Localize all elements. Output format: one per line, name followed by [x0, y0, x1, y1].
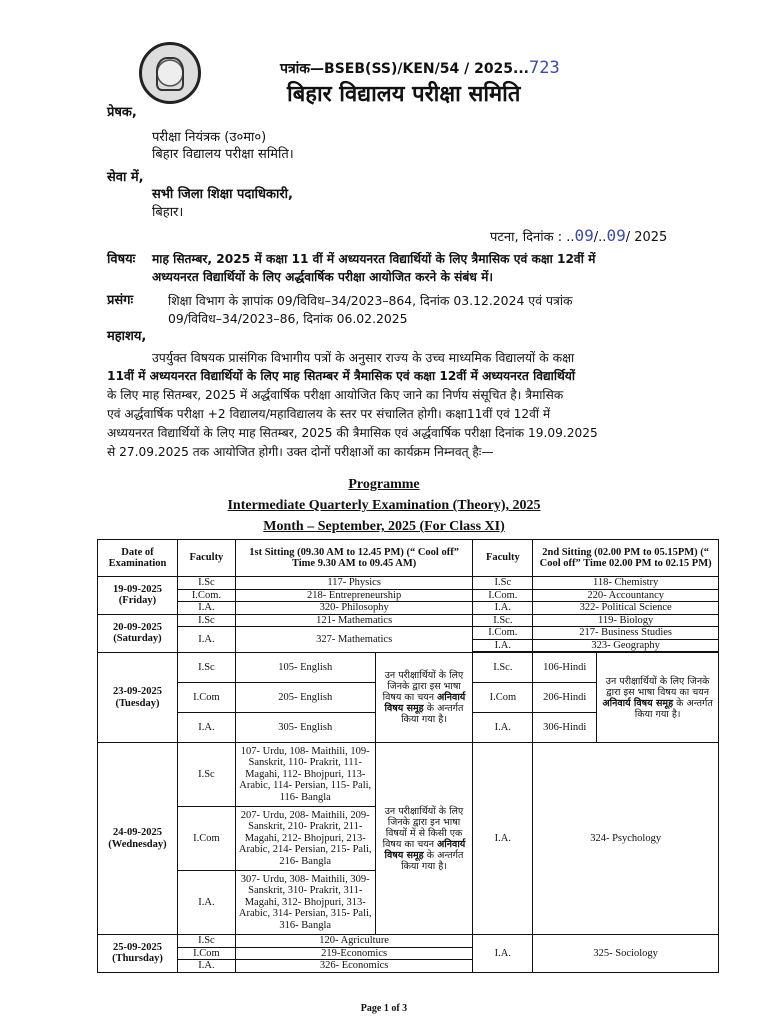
faculty-cell: I.A.	[473, 639, 533, 652]
reference-line-2: 09/विविध–34/2023–86, दिनांक 06.02.2025	[168, 311, 408, 326]
reference-line-1: शिक्षा विभाग के ज्ञापांक 09/विविध–34/2023–864, दिनांक 03.12.2024 एवं पत्रांक	[168, 293, 573, 308]
subject-cell: 325- Sociology	[533, 935, 719, 973]
subject-cell: 107- Urdu, 108- Maithili, 109- Sanskrit, 110- Prakrit, 111- Magahi, 112- Bhojpuri, 113- Arabic, 114- Persian, 115- Pali, 116- Bangla	[235, 743, 375, 807]
subject-cell: 118- Chemistry	[533, 577, 719, 590]
sender-label: प्रेषक,	[107, 105, 137, 120]
body-line-4: एवं अर्द्धवार्षिक परीक्षा +2 विद्यालय/महाविद्यालय के स्तर पर संचालित होगी। कक्षा11वीं एवं 12वीं में	[107, 407, 551, 421]
faculty-cell: I.A.	[473, 743, 533, 935]
table-header-row	[98, 540, 719, 577]
faculty-cell: I.Com	[177, 807, 235, 871]
letter-number: पत्रांक—BSEB(SS)/KEN/54 / 2025...723	[280, 58, 560, 78]
subject-cell: 306-Hindi	[533, 713, 597, 743]
header-faculty-2: Faculty	[473, 540, 533, 577]
subject-cell: 121- Mathematics	[235, 614, 473, 627]
table-row	[98, 627, 719, 640]
subject-cell: 307- Urdu, 308- Maithili, 309- Sanskrit, 310- Prakrit, 311- Magahi, 312- Bhojpuri, 313- Arabic, 314- Persian, 315- Pali, 316- Bangla	[235, 871, 375, 935]
programme-title: Programme	[348, 477, 420, 492]
table-row	[98, 602, 719, 615]
header-date: Date of Examination	[98, 540, 178, 577]
table-row	[98, 614, 719, 627]
table-row	[98, 935, 719, 948]
compulsory-group-note: उन परीक्षार्थियों के लिए जिनके द्वारा इस भाषा विषय का चयन अनिवार्य विषय समूह के अन्तर्गत किया गया है।	[597, 653, 719, 743]
salutation: महाशय,	[107, 329, 147, 344]
faculty-cell: I.Com	[177, 947, 235, 960]
subject-cell: 220- Accountancy	[533, 589, 719, 602]
subject-cell: 206-Hindi	[533, 683, 597, 713]
faculty-cell: I.Sc	[177, 743, 235, 807]
exam-date: 24-09-2025 (Wednesday)	[98, 743, 178, 935]
board-seal-logo	[139, 42, 201, 104]
faculty-cell: I.Sc	[177, 614, 235, 627]
subject-cell: 305- English	[235, 713, 375, 743]
compulsory-group-note: उन परीक्षार्थियों के लिए जिनके द्वारा इस भाषा विषय का चयन अनिवार्य विषय समूह के अन्तर्गत किया गया है।	[375, 653, 473, 743]
subject-cell: 219-Economics	[235, 947, 473, 960]
faculty-cell: I.A.	[177, 602, 235, 615]
recipient-place: बिहार।	[152, 205, 184, 220]
body-line-3: के लिए माह सितम्बर, 2025 में अर्द्धवार्षिक परीक्षा आयोजित किए जाने का निर्णय संसूचित है। त्रैमासिक	[107, 388, 564, 402]
subject-cell: 217- Business Studies	[533, 627, 719, 640]
subject-cell: 323- Geography	[533, 639, 719, 652]
subject-label: विषयः	[107, 252, 136, 267]
faculty-cell: I.Sc	[177, 577, 235, 590]
subject-cell: 105- English	[235, 653, 375, 683]
faculty-cell: I.A.	[177, 960, 235, 973]
subject-cell: 119- Biology	[533, 614, 719, 627]
faculty-cell: I.Sc.	[473, 653, 533, 683]
faculty-cell: I.A.	[177, 871, 235, 935]
body-line-2: 11वीं में अध्ययनरत विद्यार्थियों के लिए माह सितम्बर में त्रैमासिक एवं कक्षा 12वीं में अध्ययनरत विद्यार्थियों	[107, 369, 576, 383]
exam-date: 19-09-2025 (Friday)	[98, 577, 178, 615]
page-number: Page 1 of 3	[360, 1003, 408, 1014]
subject-cell: 117- Physics	[235, 577, 473, 590]
subject-cell: 218- Entrepreneurship	[235, 589, 473, 602]
programme-subtitle: Intermediate Quarterly Examination (Theory), 2025	[227, 498, 541, 513]
subject-cell: 322- Political Science	[533, 602, 719, 615]
exam-schedule-table	[97, 539, 719, 973]
table-row	[98, 653, 719, 683]
body-line-6: से 27.09.2025 तक आयोजित होगी। उक्त दोनों परीक्षाओं का कार्यक्रम निम्नवत् हैः—	[107, 445, 494, 459]
body-line-1: उपर्युक्त विषयक प्रासंगिक विभागीय पत्रों के अनुसार राज्य के उच्च माध्यमिक विद्यालयों के कक्षा	[152, 350, 575, 365]
header-first-sitting: 1st Sitting (09.30 AM to 12.45 PM) (“ Cool off” Time 9.30 AM to 09.45 AM)	[235, 540, 473, 577]
table-row	[98, 577, 719, 590]
header-faculty: Faculty	[177, 540, 235, 577]
subject-line-1: माह सितम्बर, 2025 में कक्षा 11 वीं में अध्ययनरत विद्यार्थियों के लिए त्रैमासिक एवं कक्षा 12वीं में	[152, 252, 596, 266]
subject-cell: 205- English	[235, 683, 375, 713]
header-second-sitting: 2nd Sitting (02.00 PM to 05.15PM) (“ Cool off” Time 02.00 PM to 02.15 PM)	[533, 540, 719, 577]
exam-date: 25-09-2025 (Thursday)	[98, 935, 178, 973]
subject-cell: 327- Mathematics	[235, 627, 473, 653]
subject-cell: 324- Psychology	[533, 743, 719, 935]
subject-cell: 320- Philosophy	[235, 602, 473, 615]
faculty-cell: I.Com.	[177, 589, 235, 602]
exam-date: 20-09-2025 (Saturday)	[98, 614, 178, 653]
faculty-cell: I.Com	[473, 683, 533, 713]
faculty-cell: I.A.	[473, 713, 533, 743]
faculty-cell: I.Sc	[473, 577, 533, 590]
faculty-cell: I.Sc.	[473, 614, 533, 627]
faculty-cell: I.Sc	[177, 653, 235, 683]
exam-date: 23-09-2025 (Tuesday)	[98, 653, 178, 743]
faculty-cell: I.A.	[177, 627, 235, 653]
sender-name: परीक्षा नियंत्रक (उ०मा०)	[152, 130, 267, 145]
subject-cell: 106-Hindi	[533, 653, 597, 683]
recipient-label: सेवा में,	[107, 170, 144, 185]
faculty-cell: I.Com.	[473, 627, 533, 640]
body-line-5: अध्ययनरत विद्यार्थियों के लिए माह सितम्बर, 2025 की त्रैमासिक एवं अर्द्धवार्षिक परीक्षा दिनांक 19.09.2025	[107, 426, 598, 440]
faculty-cell: I.Sc	[177, 935, 235, 948]
subject-cell: 326- Economics	[235, 960, 473, 973]
table-row	[98, 743, 719, 807]
table-row	[98, 589, 719, 602]
recipient-name: सभी जिला शिक्षा पदाधिकारी,	[152, 187, 293, 202]
sender-org: बिहार विद्यालय परीक्षा समिति।	[152, 147, 294, 162]
reference-label: प्रसंगः	[107, 293, 134, 308]
faculty-cell: I.A.	[177, 713, 235, 743]
subject-cell: 207- Urdu, 208- Maithili, 209- Sanskrit, 210- Prakrit, 211- Magahi, 212- Bhojpuri, 213- Arabic, 214- Persian, 215- Pali, 216- Bangla	[235, 807, 375, 871]
faculty-cell: I.A.	[473, 602, 533, 615]
faculty-cell: I.Com.	[473, 589, 533, 602]
subject-cell: 120- Agriculture	[235, 935, 473, 948]
organisation-title: बिहार विद्यालय परीक्षा समिति	[287, 82, 521, 107]
faculty-cell: I.Com	[177, 683, 235, 713]
programme-month: Month – September, 2025 (For Class XI)	[263, 519, 505, 534]
compulsory-group-note: उन परीक्षार्थियों के लिए जिनके द्वारा इन भाषा विषयों में से किसी एक विषय का चयन अनिवार्य विषय समूह के अन्तर्गत किया गया है।	[375, 743, 473, 935]
subject-line-2: अध्ययनरत विद्यार्थियों के लिए अर्द्धवार्षिक परीक्षा आयोजित करने के संबंध में।	[152, 270, 494, 284]
letter-date: पटना, दिनांक : ..09/..09/ 2025	[490, 226, 668, 245]
faculty-cell: I.A.	[473, 935, 533, 973]
